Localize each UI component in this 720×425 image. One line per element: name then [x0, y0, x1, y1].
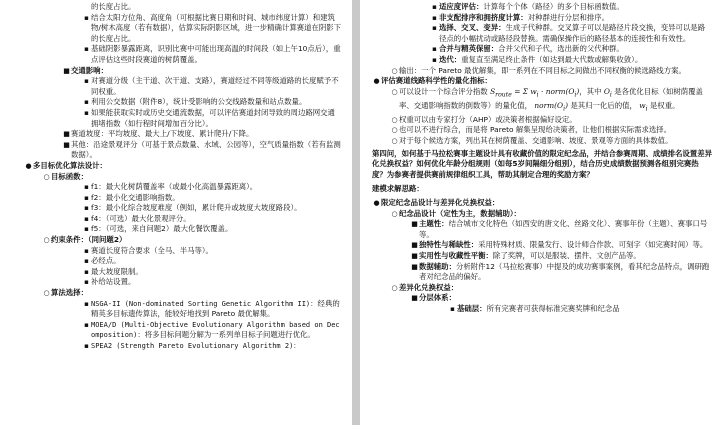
bullet-icon: ○ — [391, 115, 398, 124]
section-heading: 评估赛道线路科学性的量化指标： — [381, 76, 492, 86]
text-line: 利用公交数据（附件8），统计受影响的公交线路数量和站点数量。 — [91, 97, 307, 107]
list-item — [390, 115, 712, 126]
bullet-icon: ■ — [63, 130, 70, 139]
list-item: ■ 独特性与稀缺性：采用特殊材质、限量发行、设计师合作款、可刻字（如完赛时间）等。 — [411, 240, 708, 250]
bullet-icon: ▪ — [432, 24, 437, 33]
list-item — [82, 2, 342, 13]
bullet-icon: ○ — [43, 289, 50, 298]
subheading: 限定纪念品设计与差异化兑换权益： — [381, 198, 500, 208]
list-item: ▪ 适应度评估：计算每个个体（路径）的多个目标函数值。 — [430, 2, 712, 13]
text-line: f2：最小化交通影响指数。 — [91, 192, 180, 202]
text-line: 也可以不进行综合，而是将 Pareto 解集呈现给决策者，让他们根据实际需求选择。 — [399, 125, 672, 135]
bullet-icon: ● — [373, 77, 380, 86]
list-item: ▪ 合并与精英保留：合并父代和子代，选出新的父代种群。 — [430, 44, 712, 55]
list-item — [82, 277, 342, 288]
bullet-icon: ▪ — [84, 108, 89, 117]
list-item — [372, 76, 712, 87]
bullet-icon: ○ — [391, 87, 398, 96]
subheading: 算法选择： — [51, 288, 88, 298]
text-line: 赛道长度符合要求（全马、半马等）。 — [91, 245, 213, 255]
bullet-icon: ■ — [411, 252, 418, 260]
list-item — [82, 256, 342, 267]
list-item — [82, 299, 342, 320]
bullet-icon: ▪ — [450, 304, 455, 313]
text-line: 基础阴影暴露距离，识别比赛中可能出现高温的时间段（如上午10点后），重点评估这些时段赛道的树荫覆盖。 — [91, 44, 341, 64]
formula: $S_{route} = \Sigma$ $w_i$ · $norm(O_i)$ — [490, 86, 580, 99]
list-item — [42, 172, 342, 183]
text-line: 必经点。 — [91, 256, 121, 266]
list-item — [82, 320, 342, 341]
list-item — [82, 193, 342, 204]
list-item: ▪ 迭代：重复直至满足终止条件（如达到最大代数或解集收敛）。 — [430, 55, 712, 66]
list-item — [62, 66, 342, 77]
bullet-icon: ▪ — [84, 183, 89, 192]
section-heading: 建模求解思路： — [372, 184, 424, 194]
subheading: 纪念品设计（定性为主，数据辅助）： — [399, 208, 521, 218]
list-item — [390, 66, 712, 77]
bullet-icon: ● — [25, 161, 32, 170]
text-line: f1：最大化树荫覆盖率（或最小化高温暴露距离）。 — [91, 182, 258, 192]
list-item: ■ 数据辅助：分析附件12（马拉松赛事）中提及的成功赛事案例，看其纪念品特点，调研跑者对纪念品的偏好。 — [411, 261, 710, 282]
list-item: ■ 实用性与收藏性平衡：除了奖牌，可以是服装、摆件、文创产品等。 — [411, 251, 641, 260]
bullet-icon: ▪ — [84, 193, 89, 202]
bullet-icon: ▪ — [84, 320, 89, 329]
list-item — [82, 214, 342, 225]
bullet-icon: ○ — [391, 283, 398, 292]
text-line: 的长度占比。 — [91, 2, 136, 11]
list-item — [62, 140, 342, 161]
bullet-icon: ○ — [43, 172, 50, 181]
text-line: 如果能获取实时或历史交通流数据，可以评估赛道封闭导致的周边路网交通拥堵指数（如行程时间增加百分比）。 — [91, 107, 335, 128]
bullet-icon: ○ — [391, 66, 398, 75]
bullet-icon: ▪ — [84, 13, 89, 22]
bullet-icon: ▪ — [84, 246, 89, 255]
list-item — [82, 182, 342, 193]
text-line: ：经典的精英多目标遗传算法，能较好地找到 Pareto 最优解集。 — [91, 298, 340, 319]
list-item — [82, 97, 342, 108]
subheading: 分层体系： — [419, 293, 456, 303]
text-line: f3：最小化综合坡度难度（例如，累计爬升或坡度大坡度路段）。 — [91, 203, 302, 213]
list-item: ▪ 基础层：所有完赛者可获得标准完赛奖牌和纪念品 — [448, 304, 712, 315]
list-item — [82, 203, 342, 214]
bullet-icon: ○ — [391, 137, 398, 146]
bullet-icon: ▪ — [84, 214, 89, 223]
section-heading: 多目标优化算法设计： — [33, 160, 107, 170]
list-item — [24, 161, 342, 172]
list-item — [390, 283, 712, 294]
bullet-icon: ■ — [63, 140, 70, 149]
bullet-icon: ▪ — [84, 45, 89, 54]
list-item — [82, 13, 342, 45]
text-line: ：将多目标问题分解为一系列单目标子问题进行优化。 — [137, 330, 315, 340]
document-page-left[interactable] — [0, 0, 352, 425]
algorithm-name: NSGA-II (Non-dominated Sorting Genetic Algorithm II) — [91, 299, 311, 308]
list-item — [42, 235, 342, 246]
list-item — [390, 125, 712, 136]
subheading: 约束条件：（同问题2） — [51, 235, 127, 245]
bullet-icon: ▪ — [432, 45, 437, 54]
list-item: ▪ 非支配排序和拥挤度计算：对种群进行分层和排序。 — [430, 13, 712, 24]
bullet-icon: ▪ — [432, 3, 437, 11]
bullet-icon: ○ — [43, 236, 50, 245]
subheading: 交通影响： — [71, 65, 108, 75]
text-line: 对赛道分级（主干道、次干道、支路），赛道经过不同等级道路的长度赋予不同权重。 — [91, 76, 339, 96]
text-line: 输出：一个 Pareto 最优解集，即一系列在不同目标之间做出不同权衡的候选路线方案。 — [399, 65, 686, 75]
bullet-icon: ■ — [411, 262, 418, 271]
text-line: 其他：沿途景观评分（可基于景点数量、水域、公园等），空气质量指数（若有监测数据）。 — [71, 139, 341, 160]
bullet-icon: ■ — [411, 294, 418, 303]
list-item — [390, 209, 712, 220]
list-item — [410, 293, 712, 304]
subheading: 目标函数： — [51, 171, 88, 181]
list-item — [82, 76, 342, 97]
text-line: 赛道坡度：平均坡度、最大上/下坡度、累计爬升/下降。 — [71, 129, 254, 139]
bullet-icon: ▪ — [432, 13, 437, 22]
bullet-icon: ▪ — [84, 77, 89, 86]
bullet-icon: ▪ — [84, 267, 89, 276]
bullet-icon: ▪ — [84, 204, 89, 213]
subheading: 差异化兑换权益： — [399, 282, 459, 292]
algorithm-name: MOEA/D (Multi-Objective Evolutionary Algorithm based on Decomposition) — [91, 320, 340, 340]
bullet-icon: ○ — [391, 126, 398, 135]
bullet-icon: ■ — [63, 66, 70, 75]
bullet-icon: ○ — [391, 209, 398, 218]
bullet-icon: ▪ — [84, 278, 89, 287]
algorithm-name: SPEA2 (Strength Pareto Evolutionary Algorithm 2)： — [91, 342, 301, 350]
page-gutter — [352, 0, 360, 425]
list-item: ○ 可以设计一个综合评分指数 $S_{route} = \Sigma$ $w_i$ · $norm(O_i)$，其中 $O_i$ 是各优化目标（如树荫覆盖率、交通影响指数的倒数等）的量化值， $norm(O_i)$ 是其归一化后的值， $w_i$ 是权重。 — [391, 86, 703, 113]
text-line: 权重可以由专家打分（AHP）或决策者根据偏好设定。 — [399, 114, 577, 124]
bullet-icon: ■ — [411, 220, 418, 229]
list-item — [390, 136, 712, 147]
bullet-icon: ▪ — [84, 98, 89, 107]
bullet-icon: ▪ — [84, 342, 89, 350]
list-item — [42, 288, 342, 299]
bullet-icon: ▪ — [84, 225, 89, 234]
question-paragraph: 第四问，如何基于马拉松赛事主题设计具有收藏价值的限定纪念品，并结合参赛周期、成绩排名设置差异化兑换权益？如何优化年龄分组规则（如每5岁间隔细分组别），结合历史成绩数据预测各组别完赛热度？为参赛者提供赛前规律组织工具，帮助其制定合理的奖励方案？ — [372, 148, 712, 179]
bullet-icon: ● — [373, 199, 380, 208]
text-line: 结合太阳方位角、高度角（可根据比赛日期和时间、城市纬度计算）和建筑物/树木高度（若有数据），估算实际阴影区域，进一步精确计算赛道在阴影下的长度占比。 — [91, 12, 342, 43]
list-item — [82, 341, 342, 352]
list-item — [82, 246, 342, 257]
list-item — [372, 198, 712, 209]
list-item — [82, 224, 342, 235]
bullet-icon: ■ — [411, 241, 418, 250]
list-item — [62, 129, 342, 140]
document-page-right[interactable] — [360, 0, 720, 425]
text-line: 对于每个候选方案，列出其在树荫覆盖、交通影响、坡度、景观等方面的具体数值。 — [399, 136, 673, 146]
list-item — [82, 44, 342, 65]
list-item — [82, 108, 342, 129]
bullet-icon: ▪ — [432, 55, 437, 64]
list-item — [82, 267, 342, 278]
bullet-icon: ▪ — [84, 257, 89, 266]
text-line: f5：（可选，来自问题2）最大化餐饮覆盖。 — [91, 224, 233, 234]
text-line: f4：（可选）最大化景观评分。 — [91, 213, 191, 223]
text-line: 最大坡度限制。 — [91, 266, 143, 276]
bullet-icon: ▪ — [84, 299, 89, 308]
list-item: ■ 主题性：结合城市文化特色（如西安的唐文化、丝路文化）、赛事年份（主题）、赛事口号等。 — [411, 219, 708, 239]
list-item: ▪ 选择、交叉、变异：生成子代种群。交叉算子可以是路径片段交换，变异可以是路径点的小幅扰动或路径段替换。需确保操作后的路径基本的连接性和有效性。 — [430, 23, 712, 44]
text-line: 补给站设置。 — [91, 277, 136, 287]
